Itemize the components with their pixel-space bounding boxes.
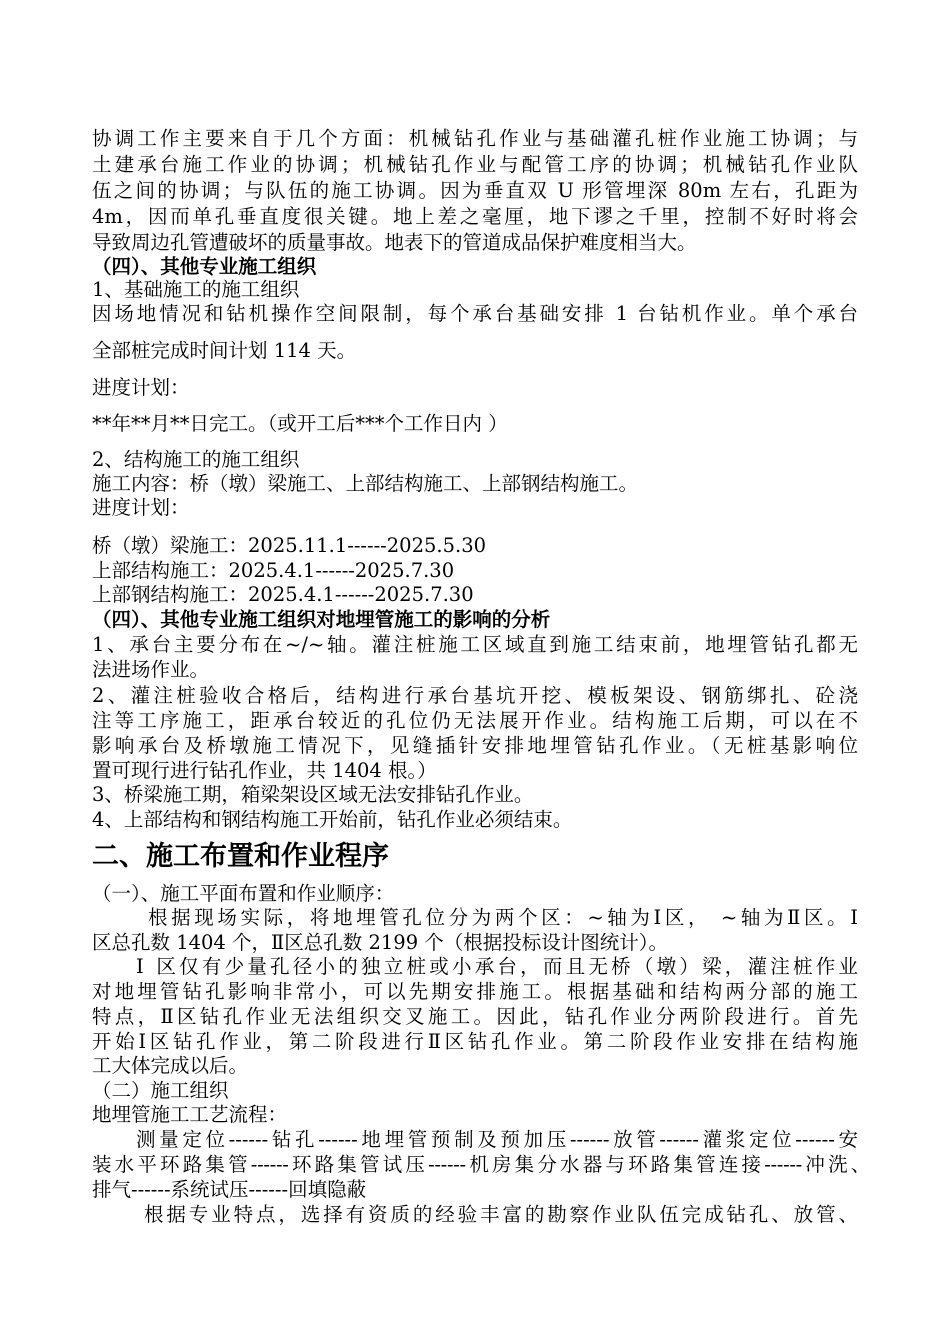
paragraph-line: 注等工序施工，距承台较近的孔位仍无法展开作业。结构施工后期，可以在不: [92, 709, 858, 732]
paragraph-line: 协调工作主要来自于几个方面：机械钻孔作业与基础灌孔桩作业施工协调；与: [92, 127, 858, 150]
paragraph-line: 4、上部结构和钢结构施工开始前，钻孔作业必须结束。: [92, 808, 573, 831]
paragraph-line: 全部桩完成时间计划 114 天。: [92, 339, 357, 362]
paragraph-line: 地埋管施工工艺流程：: [92, 1103, 288, 1126]
paragraph-line: 因场地情况和钻机操作空间限制，每个承台基础安排 1 台钻机作业。单个承台: [92, 302, 858, 325]
paragraph-line: 进度计划：: [92, 376, 190, 399]
paragraph-line: 2、灌注桩验收合格后，结构进行承台基坑开挖、模板架设、钢筋绑扎、砼浇: [92, 684, 858, 707]
subsection-heading: 1、基础施工的施工组织: [92, 278, 300, 301]
paragraph-line: 影响承台及桥墩施工情况下，见缝插针安排地埋管钻孔作业。（无桩基影响位: [92, 734, 858, 757]
paragraph-line: 区总孔数 1404 个，Ⅱ区总孔数 2199 个（根据投标设计图统计）。: [92, 931, 669, 954]
schedule-item: 上部钢结构施工：2025.4.1------2025.7.30: [92, 583, 474, 606]
subsection-heading: （二）施工组织: [92, 1079, 229, 1102]
process-flow-line: 测量定位------钻孔------地埋管预制及预加压------放管------灌浆定位------安: [136, 1128, 858, 1151]
process-flow-line: 排气------系统试压------回填隐蔽: [92, 1178, 367, 1201]
paragraph-line: 导致周边孔管遭破坏的质量事故。地表下的管道成品保护难度相当大。: [92, 231, 697, 254]
chapter-heading: 二、施工布置和作业程序: [92, 841, 389, 872]
paragraph-line: 根据现场实际，将地埋管孔位分为两个区：~轴为Ⅰ区， ~轴为Ⅱ区。Ⅰ: [148, 906, 858, 929]
paragraph-line: 置可现行进行钻孔作业，共 1404 根。）: [92, 759, 437, 782]
paragraph-line: 3、桥梁施工期，箱梁架设区域无法安排钻孔作业。: [92, 783, 534, 806]
section-heading: （四）、其他专业施工组织对地埋管施工的影响的分析: [92, 608, 551, 631]
paragraph-line: 根据专业特点，选择有资质的经验丰富的勘察作业队伍完成钻孔、放管、: [144, 1203, 858, 1226]
subsection-heading: 2、结构施工的施工组织: [92, 448, 300, 471]
paragraph-line: Ⅰ 区仅有少量孔径小的独立桩或小承台，而且无桥（墩）梁，灌注桩作业: [136, 955, 858, 978]
paragraph-line: 对地埋管钻孔影响非常小，可以先期安排施工。根据基础和结构两分部的施工: [92, 980, 858, 1003]
paragraph-line: 法进场作业。: [92, 658, 210, 681]
paragraph-line: 施工内容：桥（墩）梁施工、上部结构施工、上部钢结构施工。: [92, 472, 639, 495]
paragraph-line: 1、承台主要分布在~/~轴。灌注桩施工区域直到施工结束前，地埋管钻孔都无: [92, 633, 858, 656]
process-flow-line: 装水平环路集管------环路集管试压------机房集分水器与环路集管连接------冲洗、: [92, 1153, 870, 1176]
schedule-item: 桥（墩）梁施工：2025.11.1------2025.5.30: [92, 534, 487, 557]
paragraph-line: **年**月**日完工。（或开工后***个工作日内 ）: [92, 412, 508, 435]
subsection-heading: （一）、施工平面布置和作业顺序：: [92, 882, 395, 905]
paragraph-line: 伍之间的协调；与队伍的施工协调。因为垂直双 U 形管埋深 80m 左右，孔距为: [92, 179, 858, 202]
section-heading: （四）、其他专业施工组织: [92, 255, 317, 278]
paragraph-line: 开始Ⅰ区钻孔作业，第二阶段进行Ⅱ区钻孔作业。第二阶段作业安排在结构施: [92, 1030, 858, 1053]
paragraph-line: 土建承台施工作业的协调；机械钻孔作业与配管工序的协调；机械钻孔作业队: [92, 153, 858, 176]
paragraph-line: 进度计划：: [92, 496, 190, 519]
paragraph-line: 4m，因而单孔垂直度很关键。地上差之毫厘，地下谬之千里，控制不好时将会: [92, 205, 858, 228]
schedule-item: 上部结构施工：2025.4.1------2025.7.30: [92, 559, 455, 582]
paragraph-line: 工大体完成以后。: [92, 1054, 249, 1077]
paragraph-line: 特点，Ⅱ区钻孔作业无法组织交叉施工。因此，钻孔作业分两阶段进行。首先: [92, 1005, 858, 1028]
